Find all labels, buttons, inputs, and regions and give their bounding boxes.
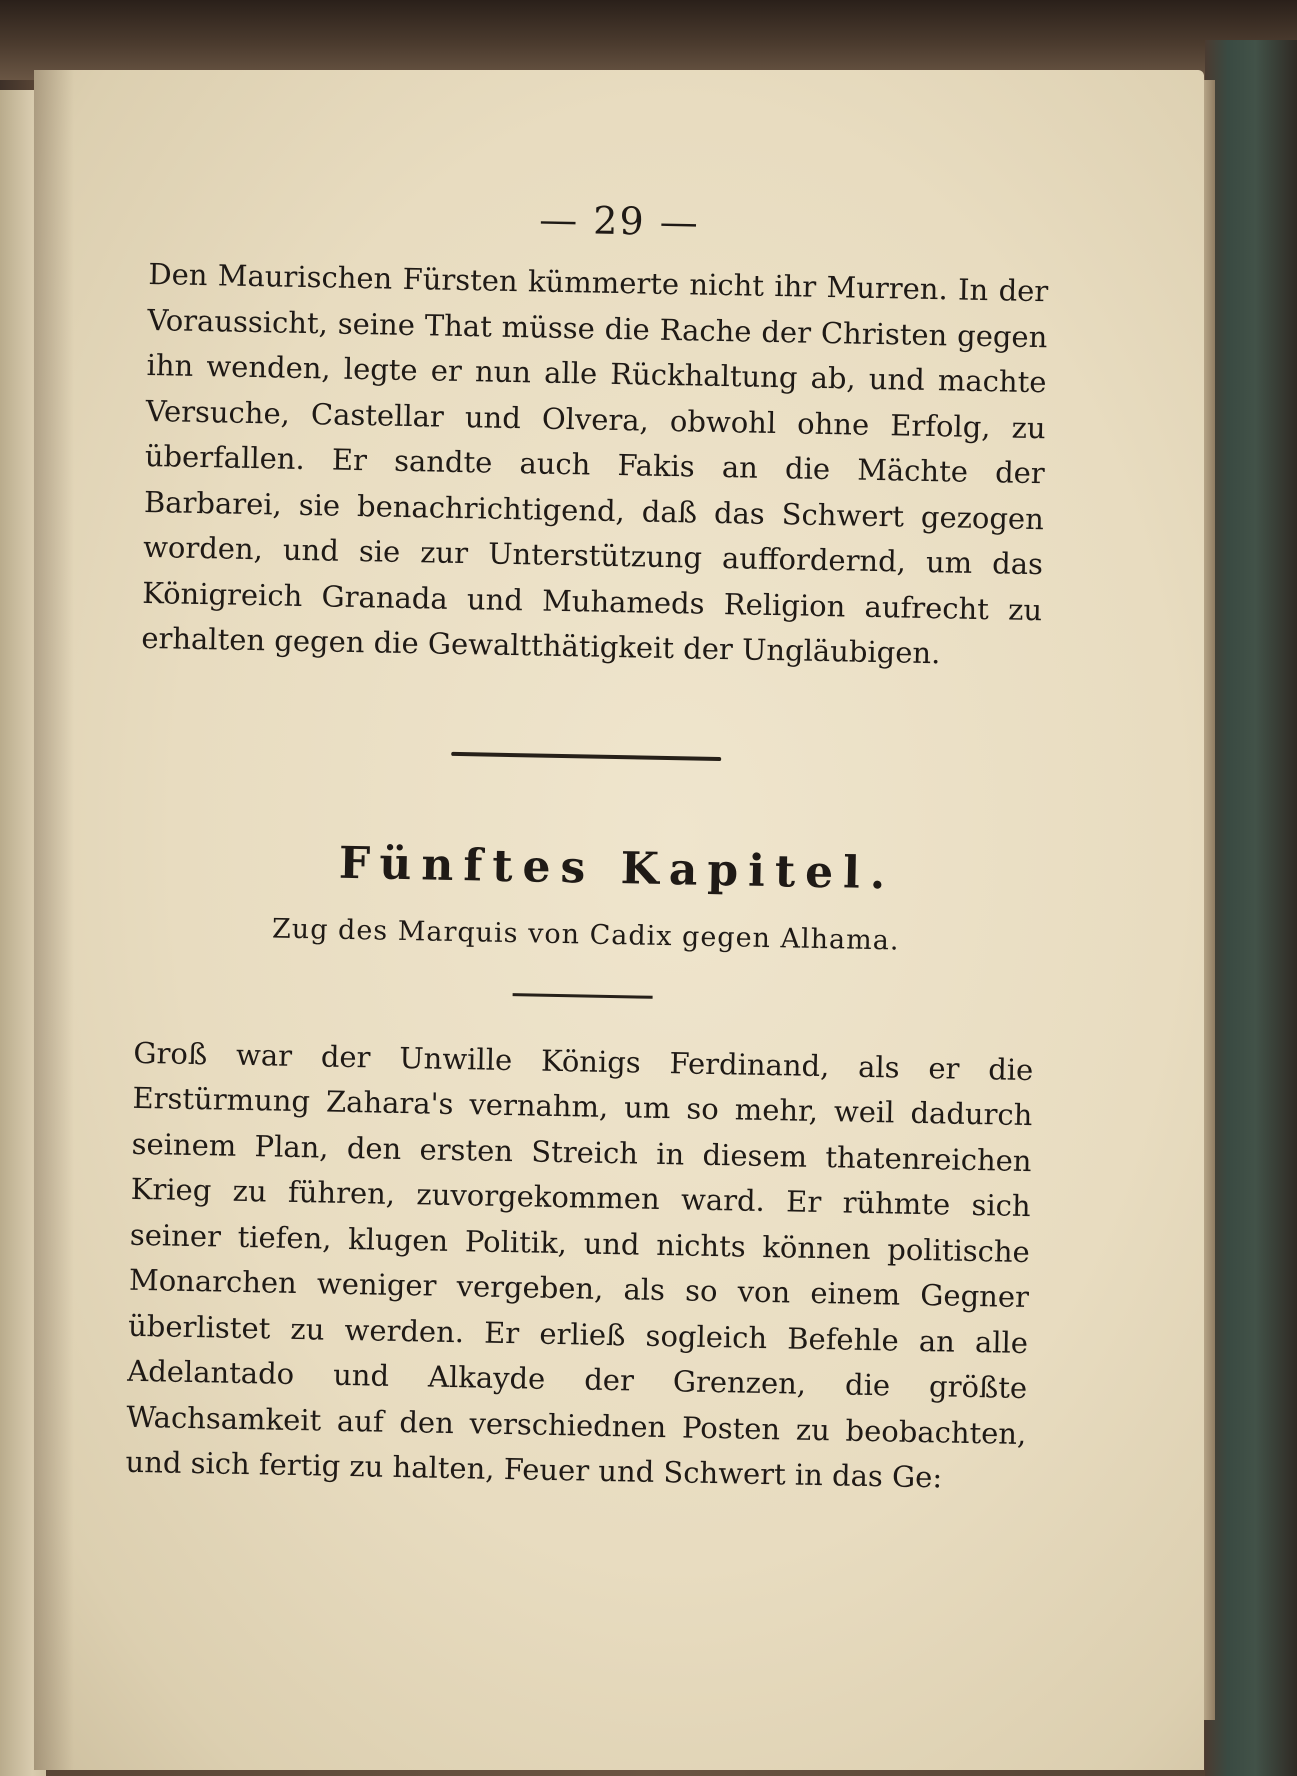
section-divider — [451, 751, 721, 760]
book-cover-top — [0, 0, 1297, 80]
paragraph-2: Groß war der Unwille Königs Ferdinand, als er die Erstürmung Zahara's vernahm, um so mehr, weil dadurch seinem Plan, den ersten Streich in diesem thatenreichen Krieg zu führen, zuvorgekommen ward. Er rühmte sich seiner tiefen, klugen Politik, und nichts können politische Monarchen weniger vergeben, als so von einem Gegner überlistet zu werden. Er erließ sogleich Befehle an alle Adelantado und Alkayde der Grenzen, die größte Wachsamkeit auf den verschiednen Posten zu beobachten, und sich fertig zu halten, Feuer und Schwert in das Ge: — [125, 1035, 1034, 1495]
chapter-subtitle: Zug des Marquis von Cadix gegen Alhama. — [271, 912, 900, 957]
paragraph-1: Den Maurischen Fürsten kümmerte nicht ihr Murren. In der Voraussicht, seine That müsse die Rache der Christen gegen ihn wenden, legte er nun alle Rückhaltung ab, und machte Versuche, Castellar und Olvera, obwohl ohne Erfolg, zu überfallen. Er sandte auch Fakis an die Mächte der Barbarei, sie benachrichtigend, daß das Schwert gezogen worden, und sie zur Unterstützung auffordernd, um das Königreich Granada und Muhameds Religion aufrecht zu erhalten gegen die Gewaltthätigkeit der Ungläubigen. — [141, 256, 1049, 671]
chapter-divider — [513, 993, 653, 999]
gutter-shadow — [34, 70, 74, 1770]
book-cover-spine — [1205, 40, 1297, 1776]
page-content — [125, 190, 1050, 1503]
page-number: — 29 — — [538, 197, 701, 245]
chapter-title: Fünftes Kapitel. — [338, 837, 896, 899]
